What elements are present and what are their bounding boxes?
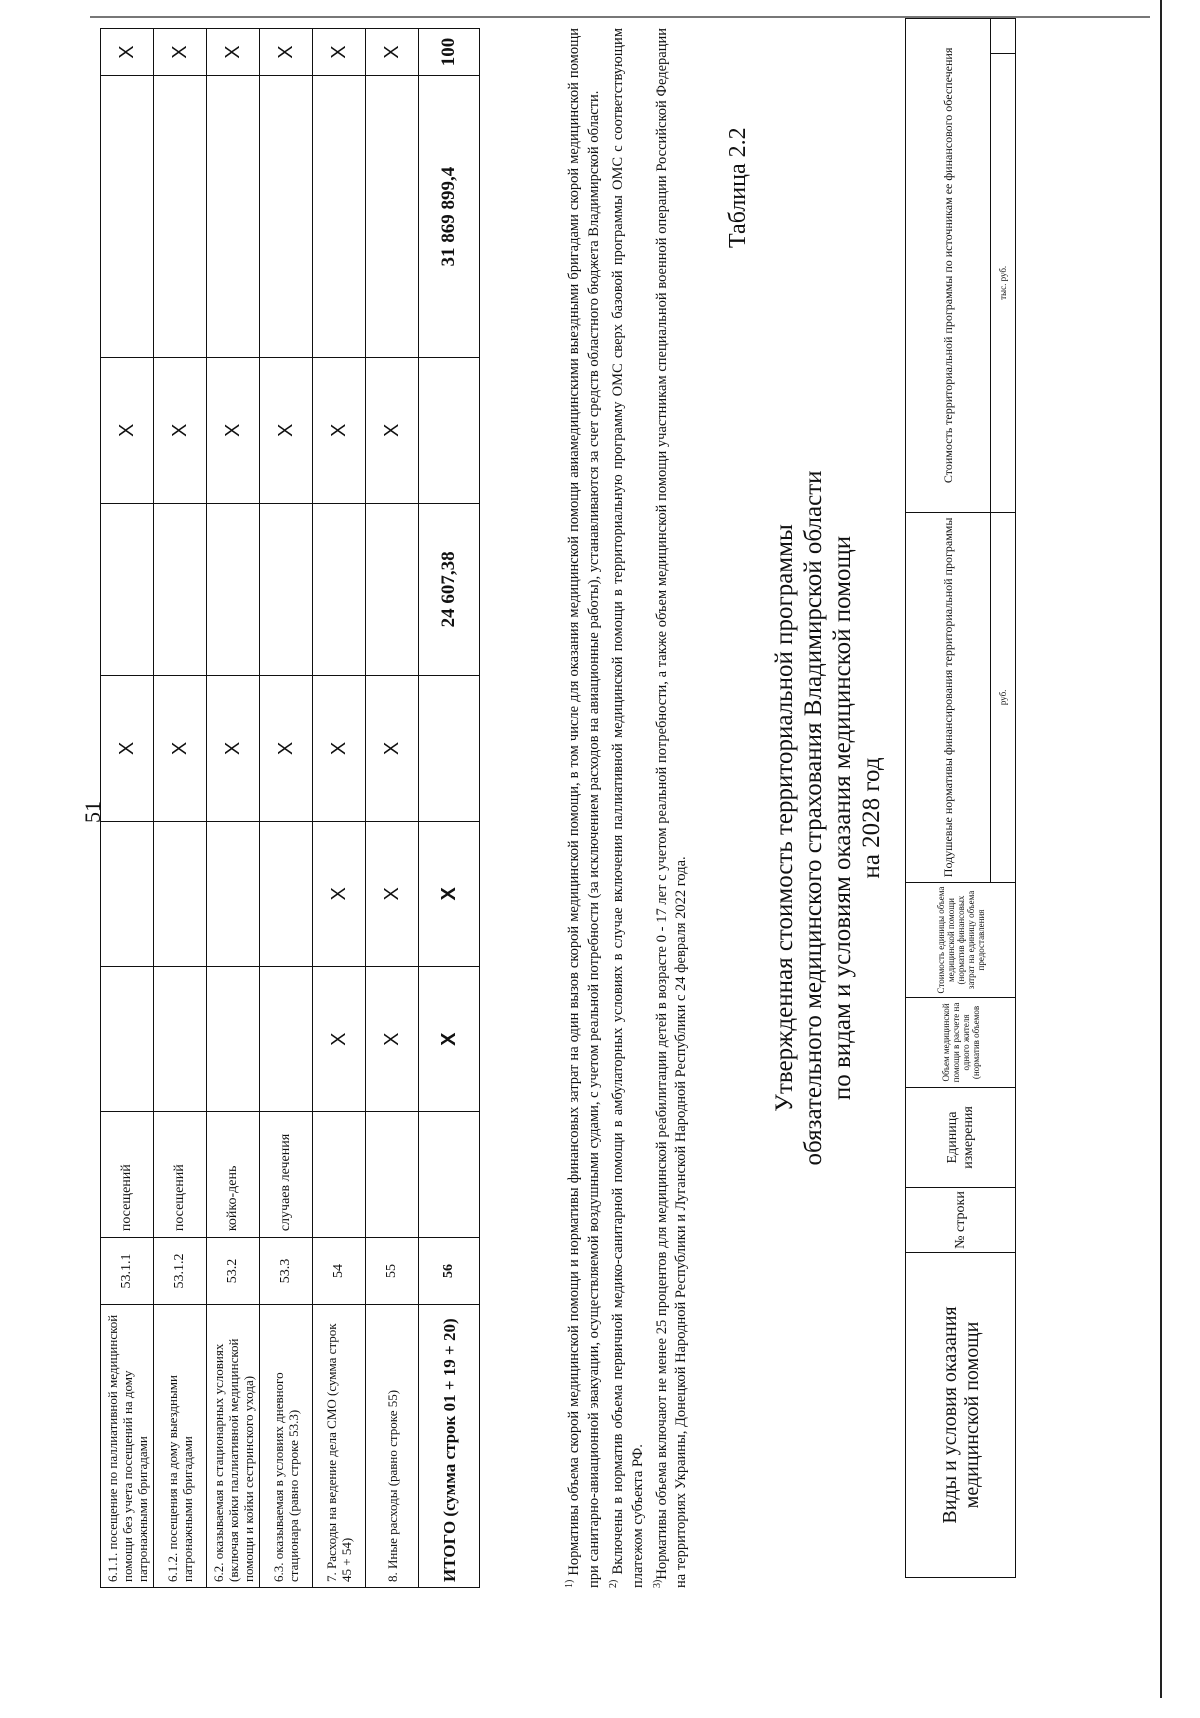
total-percent: 100 [419, 29, 480, 76]
total-per-capita-other [419, 676, 480, 821]
footnote-mark: 3) [651, 1579, 663, 1588]
cell-cost-other: X [313, 358, 366, 503]
cell-per-capita-other: X [101, 676, 154, 821]
cell-volume [154, 967, 207, 1112]
cell-cost-other: X [101, 358, 154, 503]
table-row [313, 29, 366, 1588]
cell-percent: X [366, 29, 419, 76]
cell-per-capita-other: X [366, 676, 419, 821]
row-name: 6.1.2. посещения на дому выездными патронажными бригадами [154, 1304, 207, 1587]
cell-volume [101, 967, 154, 1112]
total-cost-oms: 31 869 899,4 [419, 76, 480, 358]
row-unit [366, 1112, 419, 1238]
row-name: 6.3. оказываемая в условиях дневного стационара (равно строке 53.3) [260, 1304, 313, 1587]
cell-per-capita-other: X [154, 676, 207, 821]
row-unit: случаев лечения [260, 1112, 313, 1238]
cell-cost-oms [366, 76, 419, 358]
footnote-text: Нормативы объема скорой медицинской помощи и нормативы финансовых затрат на один вызов скорой медицинской помощи, в том числе для оказания медицинской помощи авиамедицинскими выездными бригадами скорой медицинской помощи при санитарно-авиационной эвакуации, осуществляемой воздушными судами, с учетом реальной потребности (за исключением расходов на авиационные работы), устанавливаются за счет средств областного бюджета Владимирской области. [565, 28, 602, 1588]
title-line: на 2028 год [858, 757, 885, 879]
table-row [260, 29, 313, 1588]
header-empty-cell [991, 19, 1016, 54]
header-per-capita-unit: руб. [991, 512, 1016, 882]
table-row [154, 29, 207, 1588]
table-label: Таблица 2.2 [725, 127, 751, 248]
header-unit-cost: Стоимость единицы объема медицинской помощи (норматив финансовых затрат на единицу объема предоставления [906, 883, 1016, 998]
main-table-body [101, 29, 480, 1588]
cell-cost-other: X [154, 358, 207, 503]
page-title [770, 298, 886, 1338]
cell-per-capita-other: X [260, 676, 313, 821]
row-unit: койко-день [207, 1112, 260, 1238]
row-name: 6.1.1. посещение по паллиативной медицинской помощи без учета посещений на дому патронажными бригадами [101, 1304, 154, 1587]
header-program-cost-unit: тыс. руб. [991, 54, 1016, 513]
header-volume: Объем медицинской помощи в расчете на одного жителя (норматив объемов [906, 998, 1016, 1088]
cell-per-capita-oms [313, 503, 366, 676]
cell-percent: X [260, 29, 313, 76]
footnote-text: Нормативы объема включают не менее 25 процентов для медицинской реабилитации детей в возрасте 0 - 17 лет с учетом реальной потребности, а также объем медицинской помощи участникам специальной военной операции Российской Федерации на территориях Украины, Донецкой Народной Республики и Луганской Народной Республики с 24 февраля 2022 года. [653, 28, 690, 1588]
header-kinds: Виды и условия оказания медицинской помощи [906, 1253, 1016, 1578]
cell-unit-cost: X [366, 821, 419, 966]
cell-per-capita-oms [154, 503, 207, 676]
total-unit [419, 1112, 480, 1238]
cell-unit-cost [154, 821, 207, 966]
header-program-cost: Стоимость территориальной программы по источникам ее финансового обеспечения [906, 19, 991, 513]
row-unit: посещений [154, 1112, 207, 1238]
footnotes [560, 28, 691, 1588]
cell-per-capita-other: X [313, 676, 366, 821]
title-line: по видам и условиям оказания медицинской помощи [829, 535, 856, 1101]
row-name: 7. Расходы на ведение дела СМО (сумма строк 45 + 54) [313, 1304, 366, 1587]
footnote [648, 28, 692, 1588]
cell-per-capita-oms [101, 503, 154, 676]
cell-unit-cost [260, 821, 313, 966]
total-per-capita-oms: 24 607,38 [419, 503, 480, 676]
header-table [905, 18, 1016, 1578]
row-unit: посещений [101, 1112, 154, 1238]
row-code: 53.1.1 [101, 1238, 154, 1305]
cell-per-capita-oms [207, 503, 260, 676]
header-row [906, 19, 991, 1578]
table-row [366, 29, 419, 1588]
row-name: 6.2. оказываемая в стационарных условиях (включая койки паллиативной медицинской помощи и койки сестринского ухода) [207, 1304, 260, 1587]
header-unit: Единица измерения [906, 1088, 1016, 1188]
cell-unit-cost [101, 821, 154, 966]
cell-percent: X [313, 29, 366, 76]
cell-cost-other: X [207, 358, 260, 503]
cell-per-capita-other: X [207, 676, 260, 821]
title-line: обязательного медицинского страхования Владимирской области [800, 470, 827, 1166]
total-name: ИТОГО (сумма строк 01 + 19 + 20) [419, 1304, 480, 1587]
footnote-mark: 1) [564, 1579, 575, 1588]
total-volume: X [419, 967, 480, 1112]
cell-percent: X [207, 29, 260, 76]
row-code: 55 [366, 1238, 419, 1305]
footnote [604, 28, 648, 1588]
footnote-text: Включены в норматив объема первичной медико-санитарной помощи в амбулаторных условиях в случае включения паллиативной медицинской помощи в территориальную программу ОМС сверх базовой программы ОМС с соответствующим платежом субъекта РФ. [609, 28, 646, 1588]
cell-cost-oms [313, 76, 366, 358]
row-code: 53.1.2 [154, 1238, 207, 1305]
cell-per-capita-oms [366, 503, 419, 676]
cell-per-capita-oms [260, 503, 313, 676]
row-name: 8. Иные расходы (равно строке 55) [366, 1304, 419, 1587]
header-row-number: № строки [906, 1188, 1016, 1253]
row-unit [313, 1112, 366, 1238]
row-code: 53.3 [260, 1238, 313, 1305]
total-unit-cost: X [419, 821, 480, 966]
header-per-capita: Подушевые нормативы финансирования территориальной программы [906, 512, 991, 882]
cell-volume [260, 967, 313, 1112]
row-code: 54 [313, 1238, 366, 1305]
footnote-mark: 2) [607, 1579, 619, 1588]
scan-edge-line [1160, 0, 1162, 1698]
cell-volume: X [313, 967, 366, 1112]
page-number: 51 [80, 801, 105, 823]
cell-cost-oms [101, 76, 154, 358]
footnote [560, 28, 604, 1588]
cell-cost-other: X [260, 358, 313, 503]
table-row [207, 29, 260, 1588]
cell-percent: X [101, 29, 154, 76]
cell-unit-cost: X [313, 821, 366, 966]
row-code: 53.2 [207, 1238, 260, 1305]
cell-unit-cost [207, 821, 260, 966]
total-cost-other [419, 358, 480, 503]
title-line: Утвержденная стоимость территориальной программы [771, 524, 798, 1112]
cell-cost-other: X [366, 358, 419, 503]
cell-cost-oms [260, 76, 313, 358]
cell-volume [207, 967, 260, 1112]
main-table [100, 28, 480, 1588]
cell-cost-oms [154, 76, 207, 358]
cell-percent: X [154, 29, 207, 76]
table-row [101, 29, 154, 1588]
cell-cost-oms [207, 76, 260, 358]
cell-volume: X [366, 967, 419, 1112]
total-code: 56 [419, 1238, 480, 1305]
total-row [419, 29, 480, 1588]
